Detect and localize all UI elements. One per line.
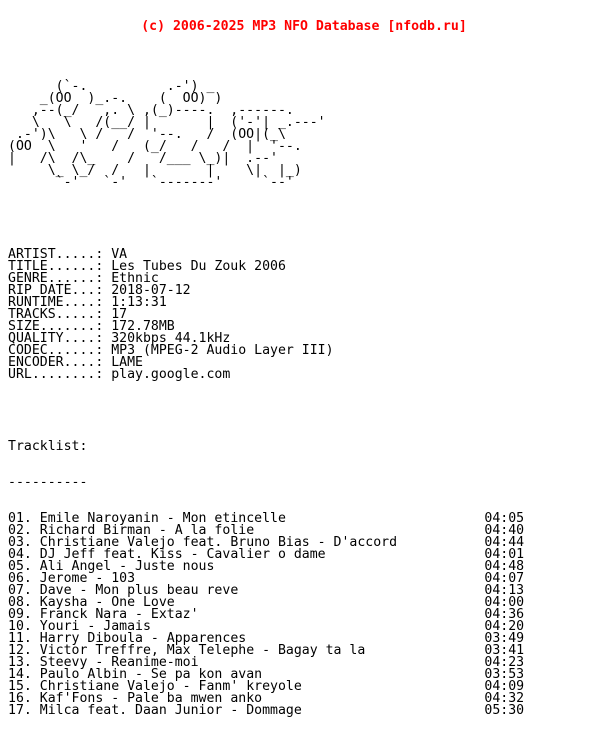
track-number: 01. [8, 511, 40, 526]
track-number: 10. [8, 619, 40, 634]
track-number: 07. [8, 583, 40, 598]
info-value: Ethnic [111, 271, 159, 286]
track-duration: 04:05 [484, 511, 525, 526]
track-title: Christiane Valejo - Fanm' kreyole [39, 679, 302, 694]
track-title: DJ Jeff feat. Kiss - Cavalier o dame [39, 547, 326, 562]
track-title: Kaf'Fons - Pale ba mwen anko [39, 691, 263, 706]
info-label: RUNTIME....: [8, 295, 112, 310]
track-title: Victor Treffre, Max Telephe - Bagay ta la [39, 643, 366, 658]
ascii-art-line: | /\ /\_ / /___ \_)| .--' [8, 151, 278, 166]
info-row [8, 369, 600, 381]
track-number: 12. [8, 643, 40, 658]
info-value: 17 [111, 307, 128, 322]
track-duration: 04:20 [484, 619, 525, 634]
ascii-art-line: _(OO )_.-. ( OO) ) [8, 91, 223, 106]
ascii-art-line: .-')\ \ / / '--. / (OO|(_\ [8, 127, 286, 142]
info-value: 172.78MB [111, 319, 175, 334]
track-title: Steevy - Reanime-moi [39, 655, 199, 670]
track-duration: 04:07 [484, 571, 525, 586]
info-value: VA [111, 247, 128, 262]
track-number: 11. [8, 631, 40, 646]
ascii-art-line: `-' `-' `-------' `--' [8, 175, 294, 190]
copyright-banner: (c) 2006-2025 MP3 NFO Database [nfodb.ru] [141, 19, 467, 34]
release-info [8, 249, 600, 381]
info-label: TRACKS.....: [8, 307, 112, 322]
track-number: 15. [8, 679, 40, 694]
track-duration: 04:09 [484, 679, 525, 694]
blank-line [8, 405, 600, 417]
info-value: Les Tubes Du Zouk 2006 [111, 259, 286, 274]
nfo-document [8, 0, 600, 729]
track-title: Youri - Jamais [39, 619, 151, 634]
tracklist-heading: Tracklist: [8, 439, 88, 454]
blank-line [8, 213, 600, 225]
track-duration: 03:53 [484, 667, 525, 682]
track-title: Emile Naroyanin - Mon etincelle [39, 511, 286, 526]
track-number: 02. [8, 523, 40, 538]
info-label: RIP DATE...: [8, 283, 112, 298]
track-duration: 05:30 [484, 703, 525, 718]
info-label: QUALITY....: [8, 331, 112, 346]
track-row [8, 705, 600, 717]
info-label: ENCODER....: [8, 355, 112, 370]
track-number: 16. [8, 691, 40, 706]
ascii-art-line: \_ \_/ / | | \| |_) [8, 163, 302, 178]
track-title: Christiane Valejo feat. Bruno Bias - D'accord [39, 535, 398, 550]
track-title: Dave - Mon plus beau reve [39, 583, 239, 598]
track-title: Kaysha - One Love [39, 595, 175, 610]
track-duration: 04:01 [484, 547, 525, 562]
tracklist-underline: ---------- [8, 475, 88, 490]
track-number: 08. [8, 595, 40, 610]
track-padding [302, 703, 485, 718]
track-number: 05. [8, 559, 40, 574]
track-number: 17. [8, 703, 40, 718]
ascii-art-line [8, 57, 600, 69]
track-number: 14. [8, 667, 40, 682]
track-number: 13. [8, 655, 40, 670]
info-value: 2018-07-12 [111, 283, 191, 298]
track-title: Ali Angel - Juste nous [39, 559, 215, 574]
track-duration: 04:40 [484, 523, 525, 538]
info-value: play.google.com [111, 367, 231, 382]
track-title: Franck Nara - Extaz' [39, 607, 199, 622]
track-duration: 04:44 [484, 535, 525, 550]
info-value: 320kbps 44.1kHz [111, 331, 231, 346]
track-number: 06. [8, 571, 40, 586]
ascii-art-logo [8, 57, 600, 189]
info-label: CODEC......: [8, 343, 112, 358]
track-title: Jerome - 103 [39, 571, 136, 586]
track-number: 03. [8, 535, 40, 550]
track-duration: 04:00 [484, 595, 525, 610]
ascii-art-line: (OO \ ' / (_/ / / | '--. [8, 139, 302, 154]
info-label: TITLE......: [8, 259, 112, 274]
info-value: LAME [111, 355, 143, 370]
track-duration: 04:13 [484, 583, 525, 598]
track-title: Milca feat. Daan Junior - Dommage [39, 703, 302, 718]
track-duration: 04:23 [484, 655, 525, 670]
tracklist [8, 513, 600, 717]
track-duration: 03:49 [484, 631, 525, 646]
ascii-art-line: ,--(_/ ,. \ ,(_)----. ,------. [8, 103, 294, 118]
track-title: Harry Diboula - Apparences [39, 631, 247, 646]
info-label: GENRE......: [8, 271, 112, 286]
track-duration: 04:48 [484, 559, 525, 574]
track-duration: 04:32 [484, 691, 525, 706]
track-duration: 04:36 [484, 607, 525, 622]
track-duration: 03:41 [484, 643, 525, 658]
track-number: 09. [8, 607, 40, 622]
info-value: MP3 (MPEG-2 Audio Layer III) [111, 343, 334, 358]
ascii-art-line: \ \ /(__/ | | ('-'| _.---' [8, 115, 326, 130]
info-label: ARTIST.....: [8, 247, 112, 262]
info-label: URL........: [8, 367, 112, 382]
info-value: 1:13:31 [111, 295, 167, 310]
track-title: Richard Birman - A la folie [39, 523, 255, 538]
track-number: 04. [8, 547, 40, 562]
info-label: SIZE.......: [8, 319, 112, 334]
track-title: Paulo Albin - Se pa kon avan [39, 667, 263, 682]
ascii-art-line: (`-. .-') _ [8, 79, 215, 94]
